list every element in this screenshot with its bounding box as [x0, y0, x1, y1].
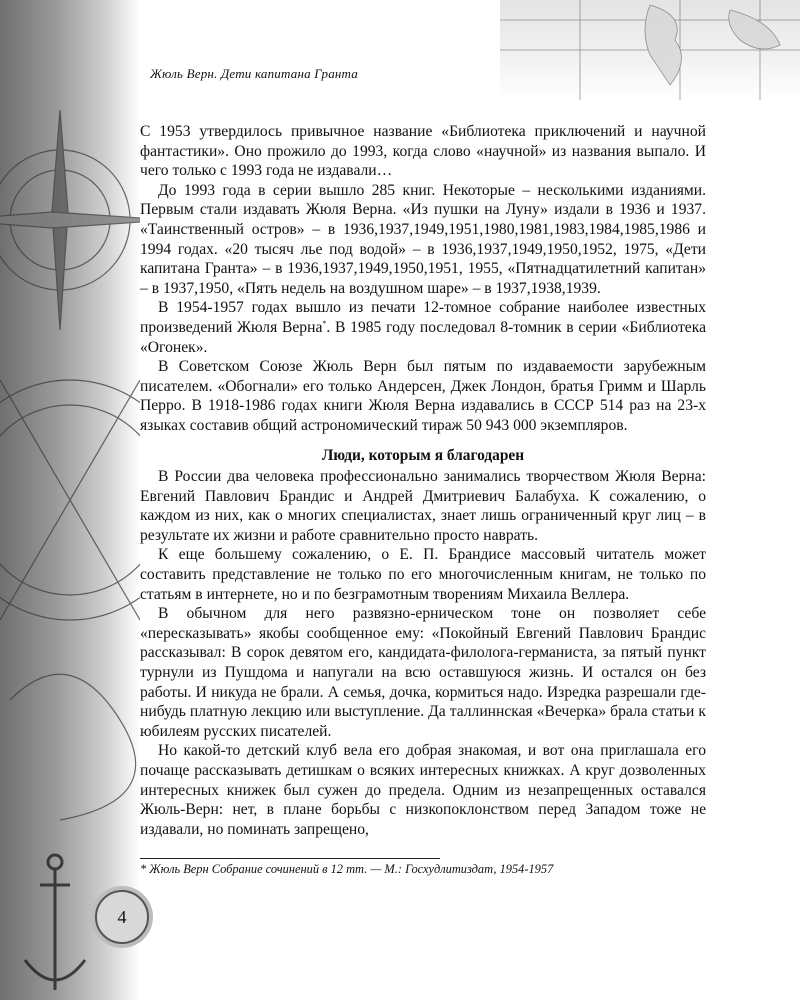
world-map-icon	[500, 0, 800, 100]
footnote-divider	[140, 858, 440, 859]
decorative-margin-art	[0, 0, 140, 1000]
paragraph: Но какой-то детский клуб вела его добрая знакомая, и вот она приглашала его почаще рассказывать детишкам о всяких интересных книжках. А круг дозволенных интересных книжек был сужен до предела. Одним из незапрещенных оставался Жюль-Верн: нет, в плане борьбы с низкопоклонством перед Западом тоже не издавали, но поминать запрещено,	[140, 742, 706, 838]
paragraph: К еще большему сожалению, о Е. П. Брандисе массовый читатель может составить представление не только по его многочисленным книгам, не только по статьям в интернете, но и по безграмотным творениям Михаила Веллера.	[140, 546, 706, 603]
footnote: * Жюль Верн Собрание сочинений в 12 тт. — М.: Госхудлитиздат, 1954-1957	[140, 862, 554, 876]
paragraph: До 1993 года в серии вышло 285 книг. Некоторые – несколькими изданиями. Первым стали издавать Жюля Верна. «Из пушки на Луну» издали в 1936 и 1937. «Таинственный остров» – в 1936,1937,1949,1951,1980,1981,1983,1984,1985,1986 и 1994 годах. «20 тысяч лье под водой» – в 1936,1937,1949,1950,1952, 1975, «Дети капитана Гранта» – в 1936,1937,1949,1950,1951, 1955, «Пятнадцатилетний капитан» – в 1937,1950, «Пять недель на воздушном шаре» – в 1937,1938,1939.	[140, 181, 706, 297]
paragraph: В России два человека профессионально занимались творчеством Жюля Верна: Евгений Павлович Брандис и Андрей Дмитриевич Балабуха. К сожалению, о каждом из них, как о многих специалистах, знает лишь ограниченный круг лиц – в результате их жизни и работе сравнительно просто наврать.	[140, 468, 706, 544]
paragraph-text: . В 1985 году последовал 8-томник в серии «Библиотека «Огонек».	[140, 318, 706, 356]
paragraph-text: В 1954-1957 годах вышло из печати 12-томное собрание наиболее известных произведений Жюля Верна	[140, 299, 706, 336]
running-head: Жюль Верн. Дети капитана Гранта	[150, 66, 358, 81]
paragraph	[140, 298, 706, 357]
paragraph: В Советском Союзе Жюль Верн был пятым по издаваемости зарубежным писателем. «Обогнали» его только Андерсен, Джек Лондон, братья Гримм и Шарль Перро. В 1918-1986 годах книги Жюля Верна издавались в СССР 514 раз на 23-х языках составив общий астрономический тираж 50 943 000 экземпляров.	[140, 358, 706, 434]
decorative-world-map	[500, 0, 800, 100]
paragraph: С 1953 утвердилось привычное название «Библиотека приключений и научной фантастики». Оно прожило до 1993, когда слово «научной» из названия выпало. И чего только с 1993 года не издавали…	[140, 123, 706, 180]
anchor-icon	[0, 0, 140, 1000]
page-number-badge	[95, 890, 149, 944]
body-text	[140, 122, 706, 839]
paragraph: В обычном для него развязно-ерническом тоне он позволяет себе «пересказывать» якобы сообщенное ему: «Покойный Евгений Павлович Брандис рассказывал: В сорок девятом его, кандидата-филолога-германиста, за пятый пункт турнули из Пушдома и напугали на всю оставшуюся жизнь. И остался он без работы. И никуда не брали. А семья, дочка, кормиться надо. Изредка разрешали где-нибудь платную лекцию или выступление. Да таллиннская «Вечерка» брала статьи к юбилеям русских писателей.	[140, 605, 706, 740]
section-title: Люди, которым я благодарен	[321, 446, 525, 464]
page-number: 4	[117, 906, 127, 927]
footnote-marker[interactable]: *	[322, 318, 327, 328]
